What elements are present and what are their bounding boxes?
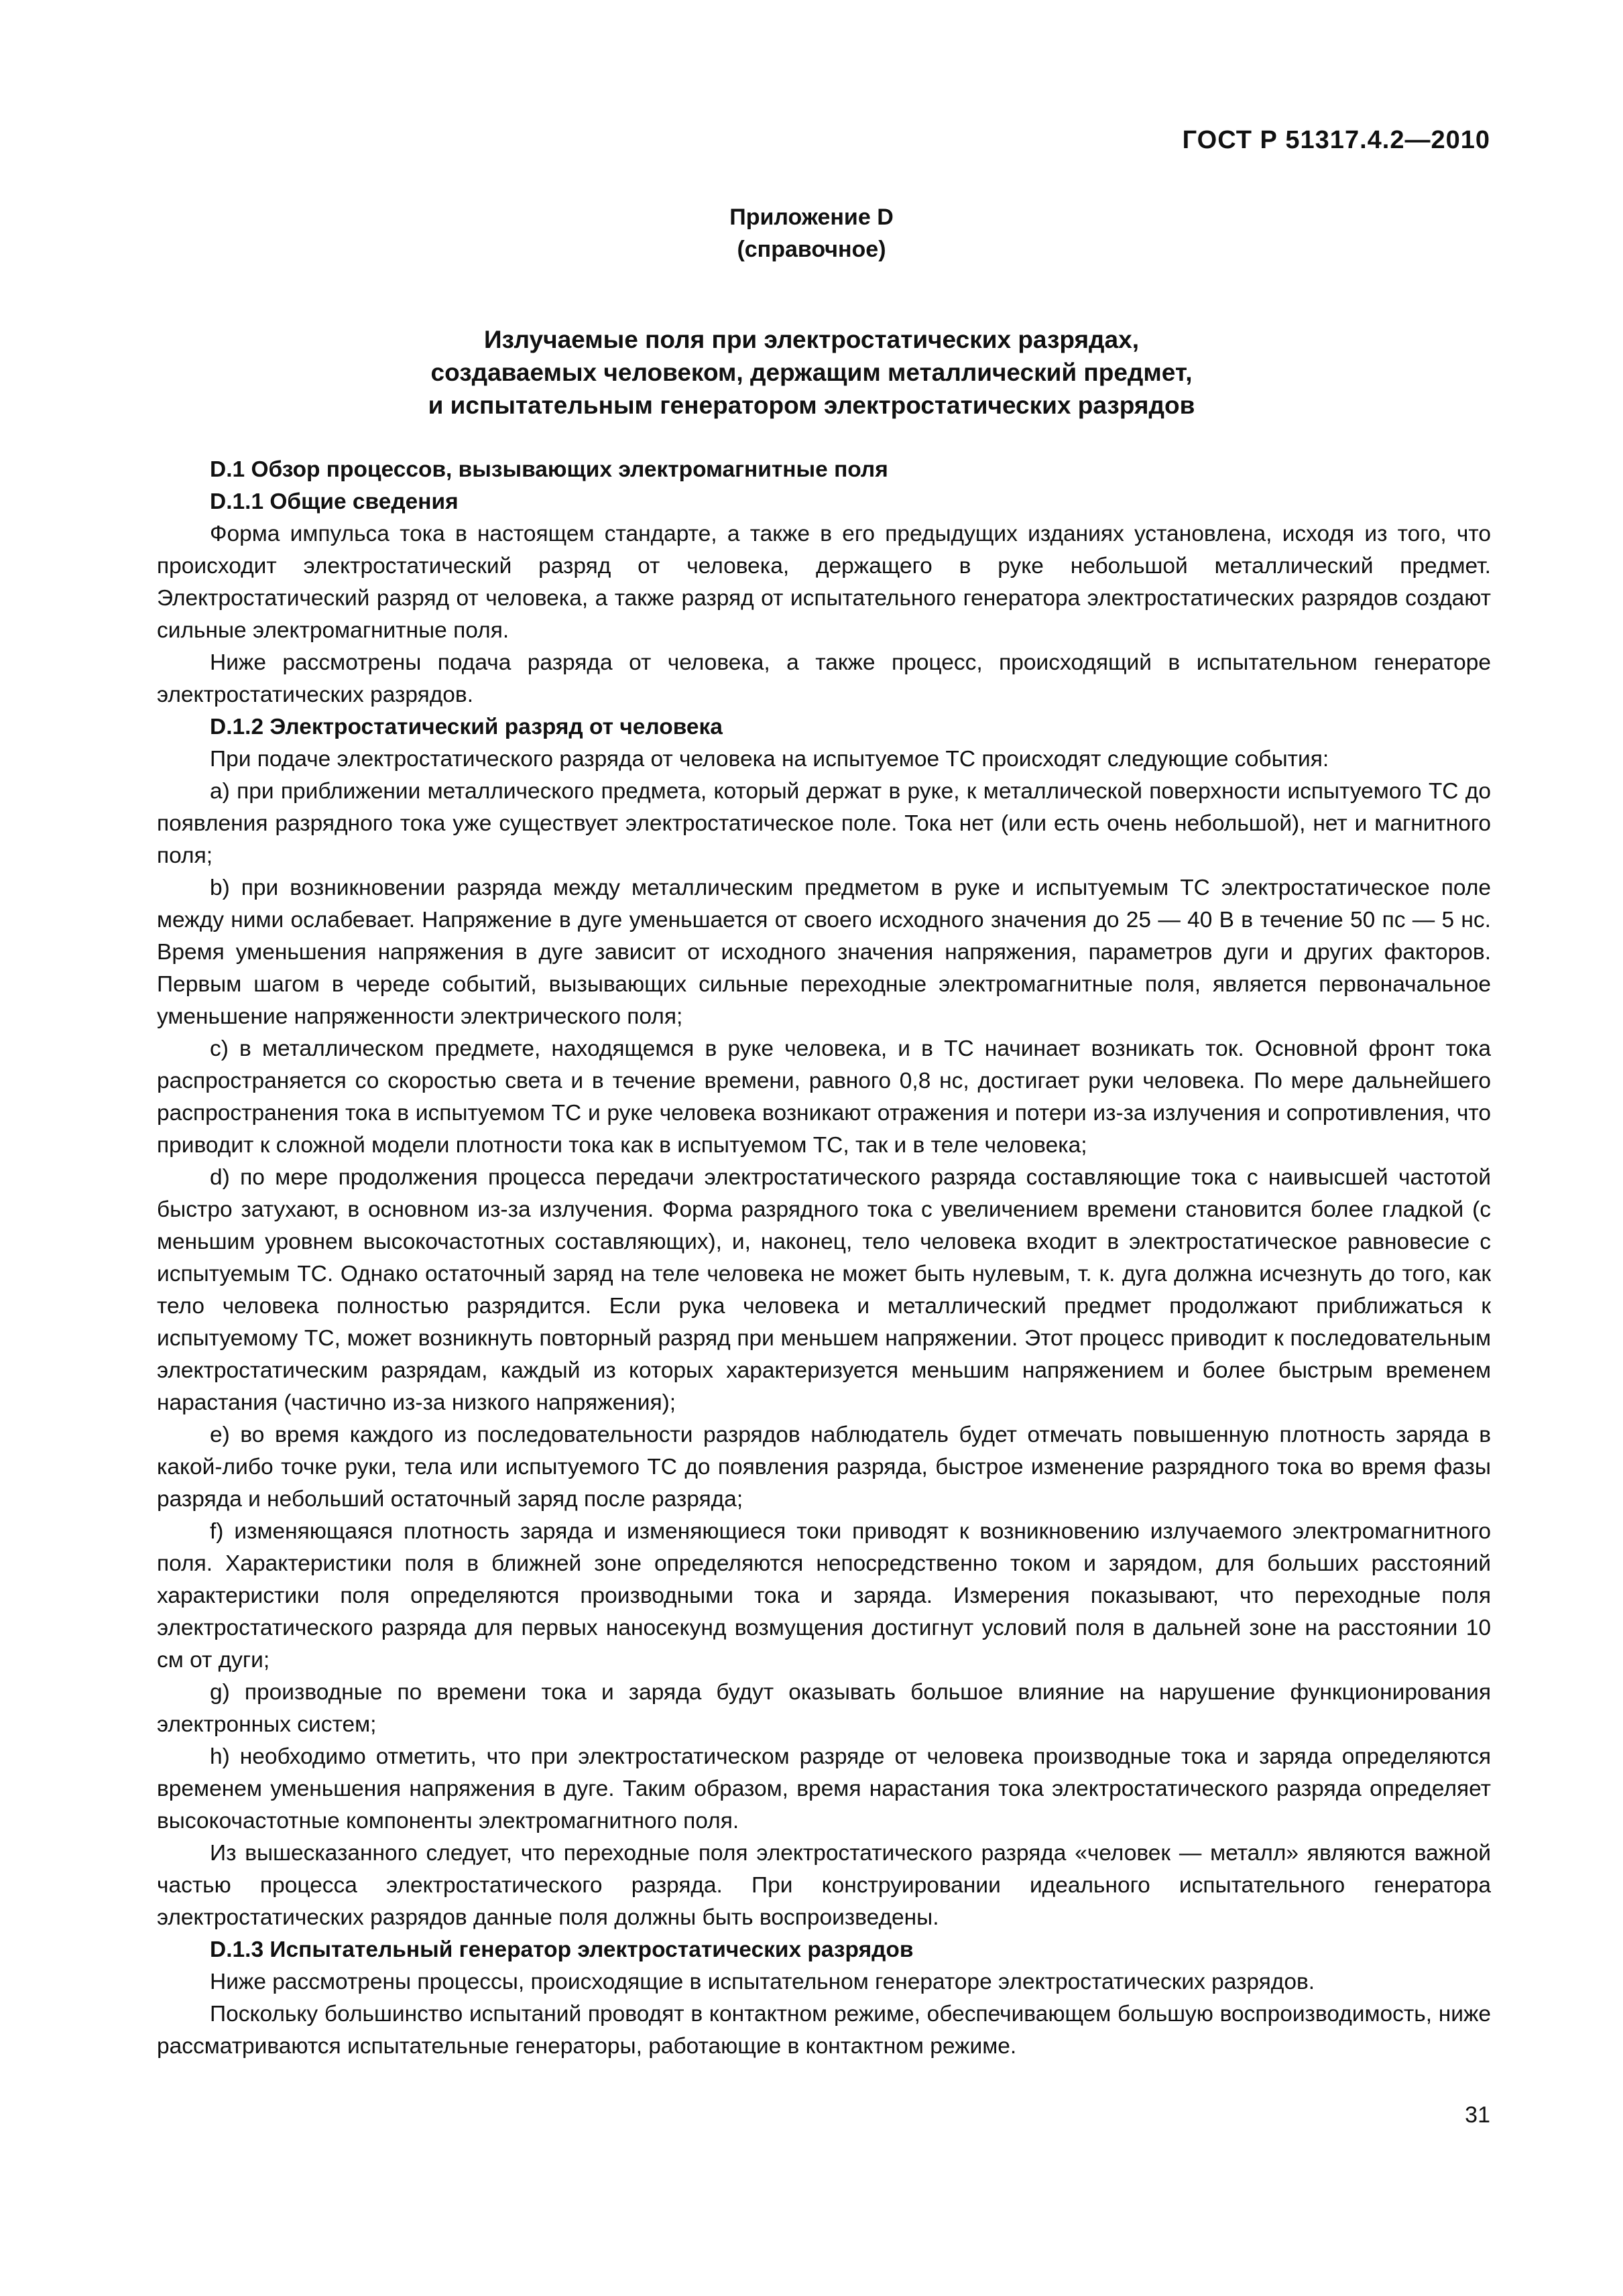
paragraph: При подаче электростатического разряда от человека на испытуемое ТС происходят следующие события: <box>210 747 1329 772</box>
title-line-2: создаваемых человеком, держащим металлический предмет, <box>430 359 1193 386</box>
list-item-h: h) необходимо отметить, что при электростатическом разряде от человека производные тока и заряда определяются временем уменьшения напряжения в дуге. Таким образом, время нарастания тока электростатического разряда определяет высокочастотные компоненты электромагнитного поля. <box>157 1744 1491 1833</box>
title-line-3: и испытательным генератором электростатических разрядов <box>428 391 1195 419</box>
list-item-d: d) по мере продолжения процесса передачи электростатического разряда составляющие тока с наивысшей частотой быстро затухают, в основном из-за излучения. Форма разрядного тока с увеличением времени становится более гладкой (с меньшим уровнем высокочастотных составляющих), и, наконец, тело человека входит в электростатическое равновесие с испытуемым ТС. Однако остаточный заряд на теле человека не может быть нулевым, т. к. дуга должна исчезнуть до того, как тело человека полностью разрядится. Если рука человека и металлический предмет продолжают приближаться к испытуемому ТС, может возникнуть повторный разряд при меньшем напряжении. Этот процесс приводит к последовательным электростатическим разрядам, каждый из которых характеризуется меньшим напряжением и более быстрым временем нарастания (частично из-за низкого напряжения); <box>157 1165 1491 1415</box>
page-number: 31 <box>1465 2102 1490 2128</box>
annex-heading <box>0 201 1623 265</box>
list-item-a: a) при приближении металлического предмета, который держат в руке, к металлической поверхности испытуемого ТС до появления разрядного тока уже существует электростатическое поле. Тока нет (или есть очень небольшой), нет и магнитного поля; <box>157 779 1491 868</box>
list-item-b: b) при возникновении разряда между металлическим предметом в руке и испытуемым ТС электростатическое поле между ними ослабевает. Напряжение в дуге уменьшается от своего исходного значения до 25 — 40 В в течение 50 пс — 5 нс. Время уменьшения напряжения в дуге зависит от исходного значения напряжения, параметров дуги и других факторов. Первым шагом в череде событий, вызывающих сильные переходные электромагнитные поля, является первоначальное уменьшение напряженности электрического поля; <box>157 875 1491 1029</box>
annex-title <box>0 323 1623 422</box>
section-heading-d11: D.1.1 Общие сведения <box>210 489 459 514</box>
list-item-f: f) изменяющаяся плотность заряда и изменяющиеся токи приводят к возникновению излучаемого электромагнитного поля. Характеристики поля в ближней зоне определяются непосредственно током и зарядом, для больших расстояний характеристики поля определяются производными тока и заряда. Измерения показывают, что переходные поля электростатического разряда для первых наносекунд возмущения достигнут условий поля в дальней зоне на расстоянии 10 см от дуги; <box>157 1519 1491 1673</box>
annex-label: Приложение D <box>729 204 894 230</box>
list-item-g: g) производные по времени тока и заряда будут оказывать большое влияние на нарушение функционирования электронных систем; <box>157 1680 1491 1737</box>
document-body <box>157 454 1491 2063</box>
list-item-c: c) в металлическом предмете, находящемся в руке человека, и в ТС начинает возникать ток. Основной фронт тока распространяется со скоростью света и в течение времени, равного 0,8 нс, достигает руки человека. По мере дальнейшего распространения тока в испытуемом ТС и руке человека возникают отражения и потери из-за излучения и сопротивления, что приводит к сложной модели плотности тока как в испытуемом ТС, так и в теле человека; <box>157 1036 1491 1158</box>
title-line-1: Излучаемые поля при электростатических разрядах, <box>484 326 1139 353</box>
list-item-e: e) во время каждого из последовательности разрядов наблюдатель будет отмечать повышенную плотность заряда в какой-либо точке руки, тела или испытуемого ТС до появления разряда, быстрое изменение разрядного тока во время фазы разряда и небольший остаточный заряд после разряда; <box>157 1423 1491 1512</box>
section-heading-d12: D.1.2 Электростатический разряд от человека <box>210 715 723 739</box>
annex-status: (справочное) <box>737 237 886 262</box>
paragraph: Ниже рассмотрены подача разряда от человека, а также процесс, происходящий в испытательном генераторе электростатических разрядов. <box>157 650 1491 707</box>
paragraph: Из вышесказанного следует, что переходные поля электростатического разряда «человек — металл» являются важной частью процесса электростатического разряда. При конструировании идеального испытательного генератора электростатических разрядов данные поля должны быть воспроизведены. <box>157 1841 1491 1930</box>
section-heading-d13: D.1.3 Испытательный генератор электростатических разрядов <box>210 1937 914 1962</box>
standard-designation: ГОСТ Р 51317.4.2—2010 <box>1182 126 1490 154</box>
paragraph: Форма импульса тока в настоящем стандарте, а также в его предыдущих изданиях установлена, исходя из того, что происходит электростатический разряд от человека, держащего в руке небольшой металлический предмет. Электростатический разряд от человека, а также разряд от испытательного генератора электростатических разрядов создают сильные электромагнитные поля. <box>157 522 1491 643</box>
section-heading-d1: D.1 Обзор процессов, вызывающих электромагнитные поля <box>210 457 888 482</box>
paragraph: Ниже рассмотрены процессы, происходящие в испытательном генераторе электростатических разрядов. <box>210 1970 1315 1994</box>
paragraph: Поскольку большинство испытаний проводят в контактном режиме, обеспечивающем большую воспроизводимость, ниже рассматриваются испытательные генераторы, работающие в контактном режиме. <box>157 2002 1491 2059</box>
